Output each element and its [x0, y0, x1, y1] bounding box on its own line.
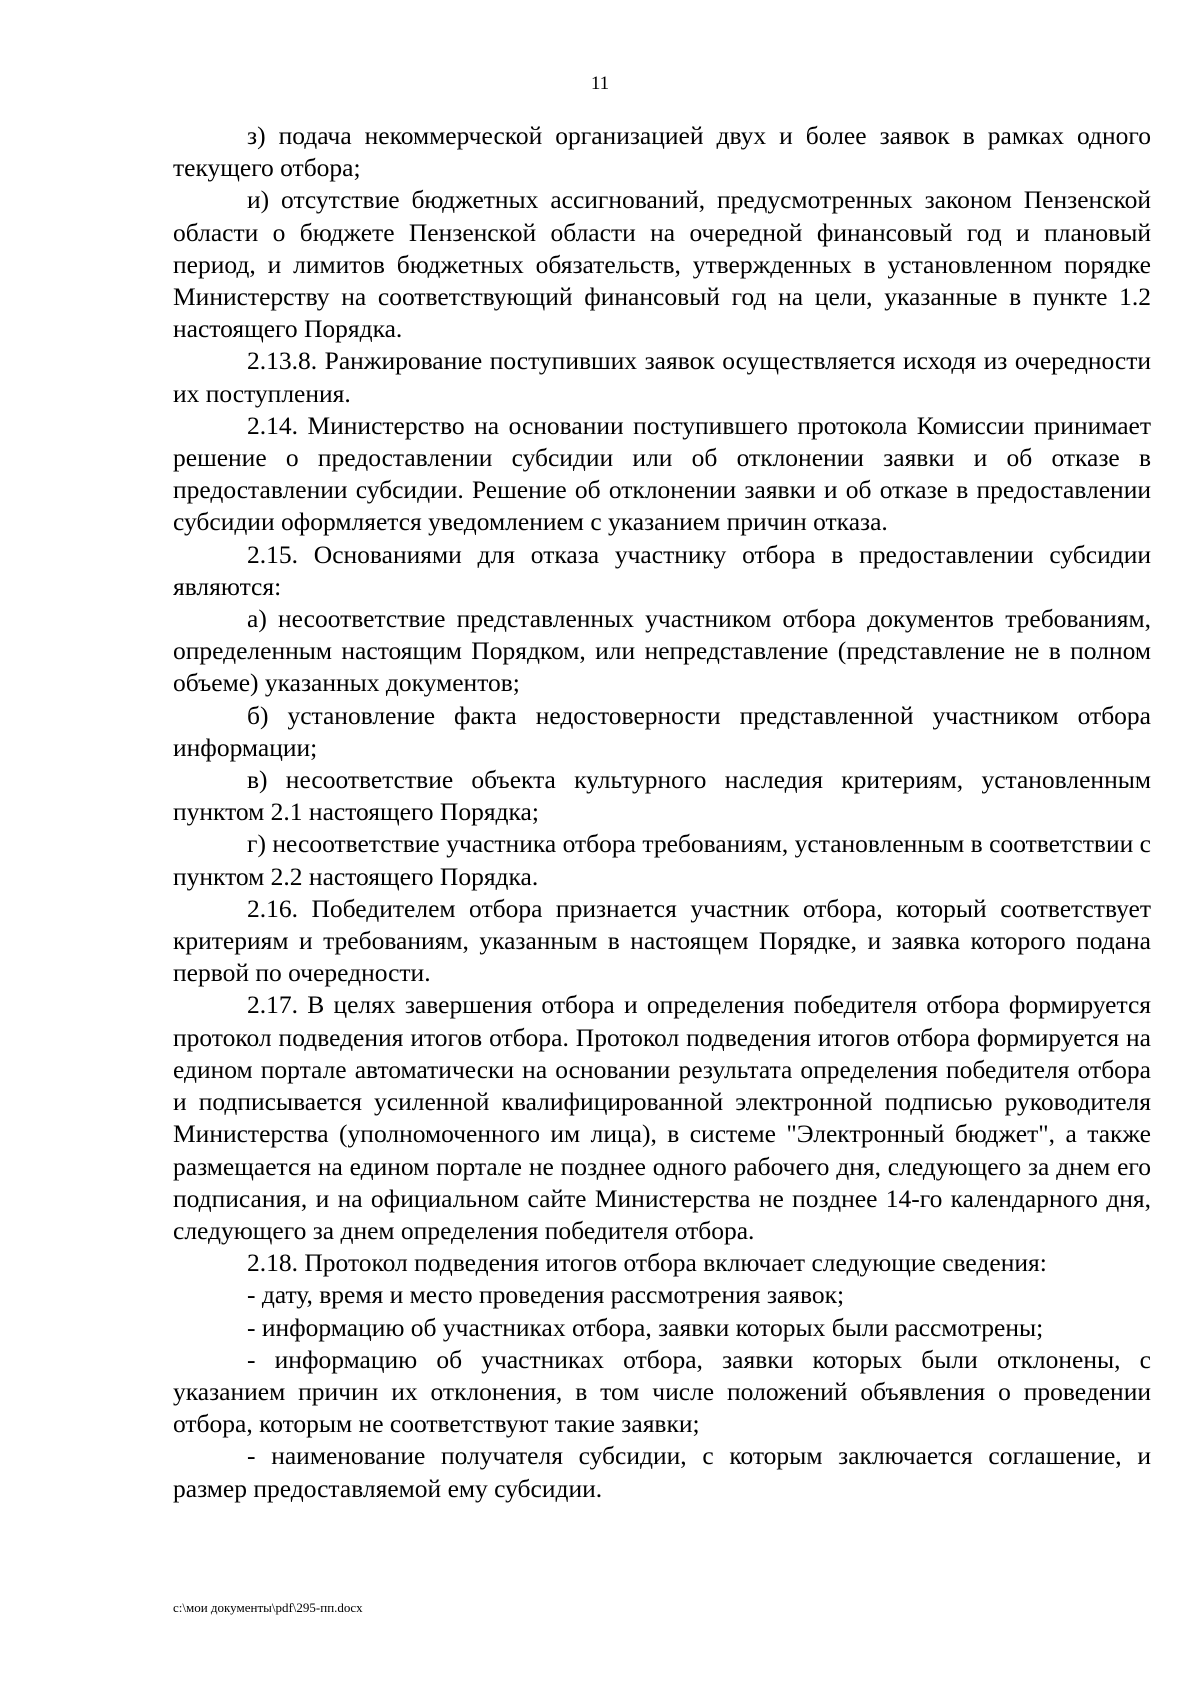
paragraph-item-a: а) несоответствие представленных участником отбора документов требованиям, определенным настоящим Порядком, или непредставление (представление не в полном объеме) указанных документов; — [173, 604, 1151, 698]
paragraph-item-i: и) отсутствие бюджетных ассигнований, предусмотренных законом Пензенской области о бюджете Пензенской области на очередной финансовый год и плановый период, и лимитов бюджетных обязательств, утвержденных в установленном порядке Министерству на соответствующий финансовый год на цели, указанные в пункте 1.2 настоящего Порядка. — [173, 185, 1151, 344]
paragraph-item-b: б) установление факта недостоверности представленной участником отбора информации; — [173, 700, 1151, 762]
paragraph-2-17: 2.17. В целях завершения отбора и определения победителя отбора формируется протокол подведения итогов отбора. Протокол подведения итогов отбора формируется на едином портале автоматически на основании результата определения победителя отбора и подписывается усиленной квалифицированной электронной подписью руководителя Министерства (уполномоченного им лица), в системе "Электронный бюджет", а также размещается на едином портале не позднее одного рабочего дня, следующего за днем его подписания, и на официальном сайте Министерства не позднее 14-го календарного дня, следующего за днем определения победителя отбора. — [173, 990, 1151, 1245]
list-item-date: - дату, время и место проведения рассмотрения заявок; — [247, 1280, 845, 1310]
paragraph-item-g: г) несоответствие участника отбора требованиям, установленным в соответствии с пунктом 2.2 настоящего Порядка. — [173, 829, 1151, 891]
paragraph-item-z: з) подача некоммерческой организацией двух и более заявок в рамках одного текущего отбора; — [173, 121, 1151, 183]
paragraph-2-14: 2.14. Министерство на основании поступившего протокола Комиссии принимает решение о предоставлении субсидии или об отклонении заявки и об отказе в предоставлении субсидии. Решение об отклонении заявки и об отказе в предоставлении субсидии оформляется уведомлением с указанием причин отказа. — [173, 410, 1151, 537]
file-path-footer: c:\мои документы\pdf\295-пп.docx — [173, 1600, 363, 1615]
paragraph-item-v: в) несоответствие объекта культурного наследия критериям, установленным пунктом 2.1 настоящего Порядка; — [173, 765, 1151, 827]
paragraph-2-16: 2.16. Победителем отбора признается участник отбора, который соответствует критериям и требованиям, указанным в настоящем Порядке, и заявка которого подана первой по очередности. — [173, 893, 1151, 988]
list-item-considered: - информацию об участниках отбора, заявки которых были рассмотрены; — [247, 1312, 1044, 1342]
list-item-rejected: - информацию об участниках отбора, заявки которых были отклонены, с указанием причин их отклонения, в том числе положений объявления о проведении отбора, которым не соответствуют такие заявки; — [173, 1344, 1151, 1439]
paragraph-2-15: 2.15. Основаниями для отказа участнику отбора в предоставлении субсидии являются: — [173, 539, 1151, 601]
page-number: 11 — [590, 73, 610, 94]
list-item-recipient: - наименование получателя субсидии, с которым заключается соглашение, и размер предоставляемой ему субсидии. — [173, 1441, 1151, 1503]
paragraph-2-13-8: 2.13.8. Ранжирование поступивших заявок осуществляется исходя из очередности их поступления. — [173, 346, 1151, 408]
paragraph-2-18: 2.18. Протокол подведения итогов отбора включает следующие сведения: — [247, 1248, 1047, 1278]
document-body — [173, 120, 1151, 1505]
